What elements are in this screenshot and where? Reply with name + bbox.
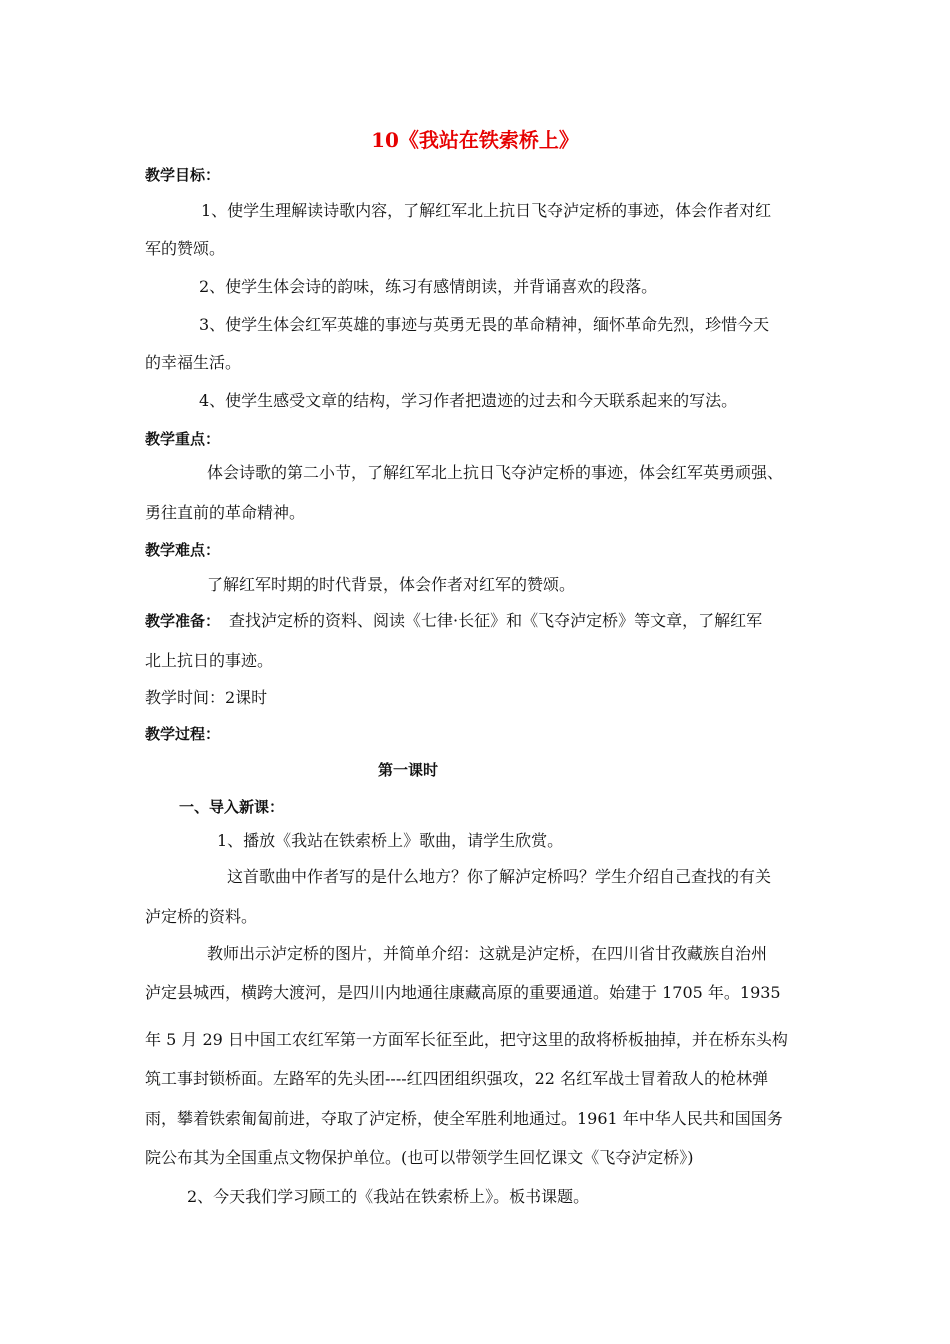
document-title: 10《我站在铁索桥上》 xyxy=(371,128,579,152)
section-1-heading: 一、导入新课： xyxy=(179,798,285,816)
objective-4: 4、使学生感受文章的结构，学习作者把遗迹的过去和今天联系起来的写法。 xyxy=(199,391,738,410)
key-points-heading: 教学重点： xyxy=(145,430,221,448)
para-2-line-4: 筑工事封锁桥面。左路军的先头团----红四团组织强攻，22 名红军战士冒着敌人的枪林弹 xyxy=(145,1069,769,1088)
objective-3-line-2: 的幸福生活。 xyxy=(145,353,242,372)
step-1: 1、播放《我站在铁索桥上》歌曲，请学生欣赏。 xyxy=(217,831,564,850)
teaching-time: 教学时间：2课时 xyxy=(145,688,268,707)
objective-2: 2、使学生体会诗的韵味，练习有感情朗读，并背诵喜欢的段落。 xyxy=(199,277,658,296)
objective-1-line-1: 1、使学生理解读诗歌内容，了解红军北上抗日飞夺泸定桥的事迹，体会作者对红 xyxy=(201,201,772,220)
preparation-line-2: 北上抗日的事迹。 xyxy=(145,651,274,670)
lesson-heading: 第一课时 xyxy=(378,761,439,779)
objective-1-line-2: 军的赞颂。 xyxy=(145,239,226,258)
step-2: 2、今天我们学习顾工的《我站在铁索桥上》。板书课题。 xyxy=(187,1187,590,1206)
para-2-line-6: 院公布其为全国重点文物保护单位。(也可以带领学生回忆课文《飞夺泸定桥》) xyxy=(145,1148,694,1167)
objectives-heading: 教学目标： xyxy=(145,166,221,184)
para-2-line-2: 泸定县城西，横跨大渡河，是四川内地通往康藏高原的重要通道。始建于 1705 年。1935 xyxy=(145,983,781,1002)
key-points-line-1: 体会诗歌的第二小节，了解红军北上抗日飞夺泸定桥的事迹，体会红军英勇顽强、 xyxy=(207,463,784,482)
preparation-line-1: 查找泸定桥的资料、阅读《七律·长征》和《飞夺泸定桥》等文章，了解红军 xyxy=(229,611,763,630)
key-points-line-2: 勇往直前的革命精神。 xyxy=(145,503,306,522)
objective-3-line-1: 3、使学生体会红军英雄的事迹与英勇无畏的革命精神，缅怀革命先烈，珍惜今天 xyxy=(199,315,770,334)
para-1-line-1: 这首歌曲中作者写的是什么地方？你了解泸定桥吗？学生介绍自己查找的有关 xyxy=(227,867,772,886)
para-1-line-2: 泸定桥的资料。 xyxy=(145,907,258,926)
preparation-heading: 教学准备： xyxy=(145,612,221,630)
process-heading: 教学过程： xyxy=(145,725,221,743)
difficulties-line-1: 了解红军时期的时代背景，体会作者对红军的赞颂。 xyxy=(207,575,576,594)
para-2-line-5: 雨，攀着铁索匍匐前进，夺取了泸定桥，使全军胜利地通过。1961 年中华人民共和国国务 xyxy=(145,1109,783,1128)
difficulties-heading: 教学难点： xyxy=(145,541,221,559)
para-2-line-1: 教师出示泸定桥的图片，并简单介绍：这就是泸定桥，在四川省甘孜藏族自治州 xyxy=(207,944,768,963)
para-2-line-3: 年 5 月 29 日中国工农红军第一方面军长征至此，把守这里的敌将桥板抽掉，并在桥东头构 xyxy=(145,1030,788,1049)
